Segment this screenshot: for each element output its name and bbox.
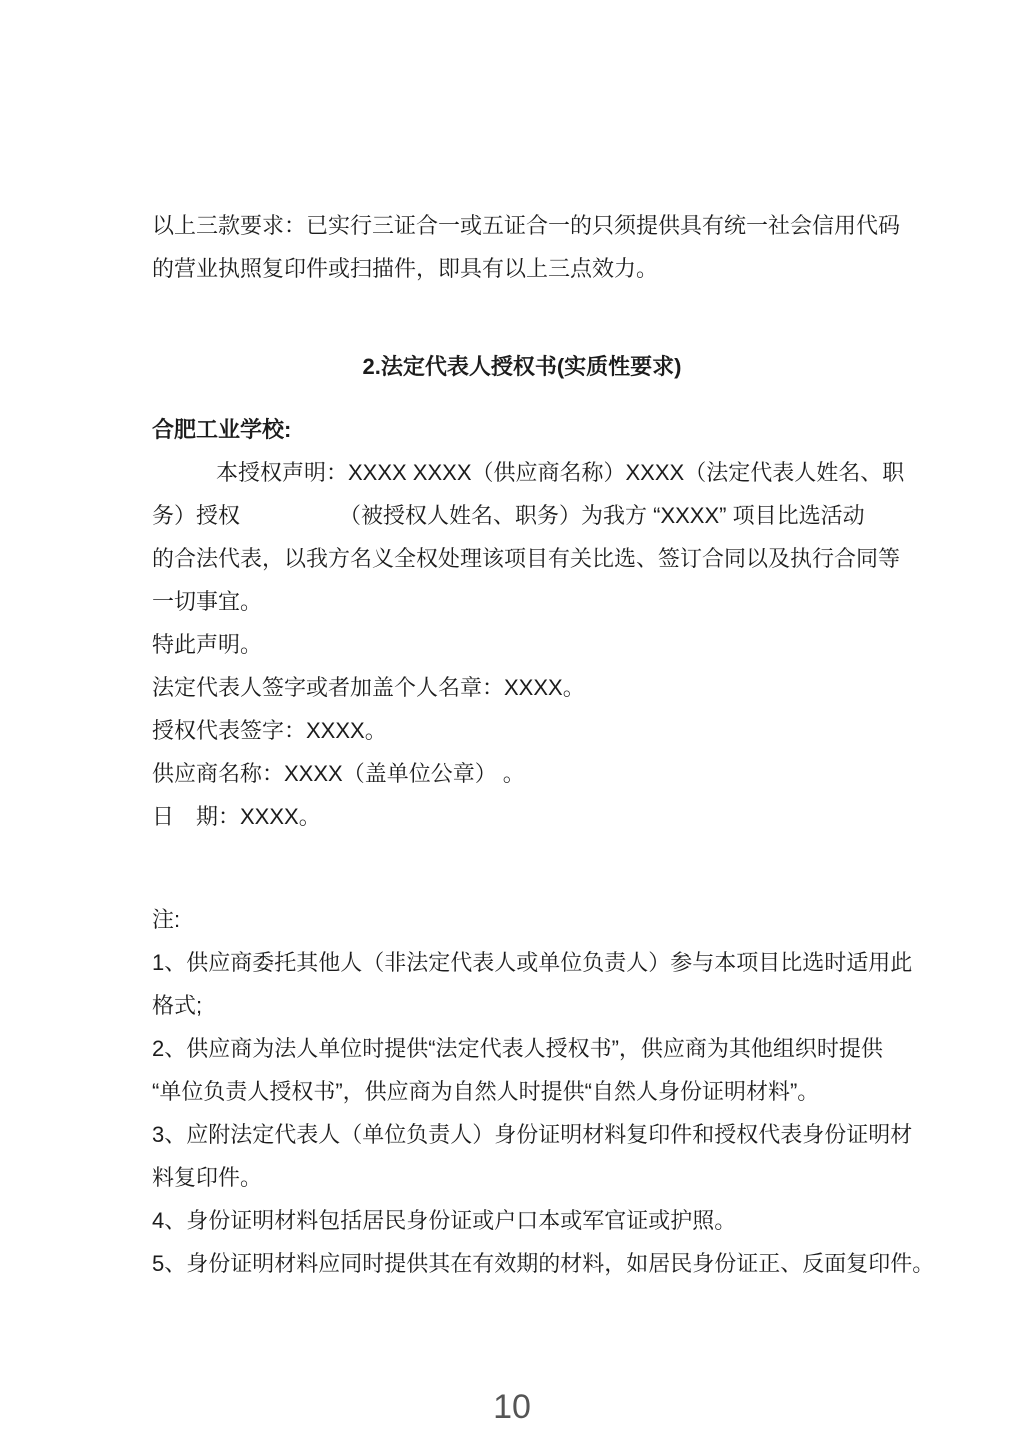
authorization-line: 的合法代表，以我方名义全权处理该项目有关比选、签订合同以及执行合同等 — [152, 546, 901, 571]
authorization-paragraph — [152, 451, 905, 623]
statement-line: 特此声明。 — [152, 632, 263, 657]
statement-line: 日 期：XXXX。 — [152, 804, 321, 829]
note-line: 2、供应商为法人单位时提供“法定代表人授权书”，供应商为其他组织时提供 — [152, 1036, 883, 1061]
intro-line: 以上三款要求：已实行三证合一或五证合一的只须提供具有统一社会信用代码 — [152, 213, 901, 238]
addressee: 合肥工业学校: — [152, 417, 292, 442]
authorization-line: 务）授权 （被授权人姓名、职务）为我方 “XXXX” 项目比选活动 — [152, 503, 865, 528]
section-heading: 2.法定代表人授权书(实质性要求) — [362, 354, 682, 379]
statement-line: 授权代表签字：XXXX。 — [152, 718, 387, 743]
note-line: 1、供应商委托其他人（非法定代表人或单位负责人）参与本项目比选时适用此 — [152, 950, 913, 975]
note-line: “单位负责人授权书”，供应商为自然人时提供“自然人身份证明材料”。 — [152, 1079, 820, 1104]
notes-label: 注: — [152, 907, 181, 932]
intro-paragraph — [152, 204, 901, 290]
signature-block — [152, 623, 892, 838]
notes-section — [152, 898, 935, 1285]
note-line: 格式; — [152, 993, 203, 1018]
note-line: 4、身份证明材料包括居民身份证或户口本或军官证或护照。 — [152, 1208, 737, 1233]
statement-line: 法定代表人签字或者加盖个人名章：XXXX。 — [152, 675, 585, 700]
intro-line: 的营业执照复印件或扫描件，即具有以上三点效力。 — [152, 256, 659, 281]
document-content — [152, 204, 935, 1285]
note-line: 5、身份证明材料应同时提供其在有效期的材料，如居民身份证正、反面复印件。 — [152, 1251, 935, 1276]
note-line: 料复印件。 — [152, 1165, 263, 1190]
note-line: 3、应附法定代表人（单位负责人）身份证明材料复印件和授权代表身份证明材 — [152, 1122, 913, 1147]
authorization-line: 本授权声明：XXXX XXXX（供应商名称）XXXX（法定代表人姓名、职 — [216, 460, 905, 485]
statement-line: 供应商名称：XXXX（盖单位公章） 。 — [152, 761, 525, 786]
authorization-line: 一切事宜。 — [152, 589, 263, 614]
page-number: 10 — [493, 1388, 531, 1426]
